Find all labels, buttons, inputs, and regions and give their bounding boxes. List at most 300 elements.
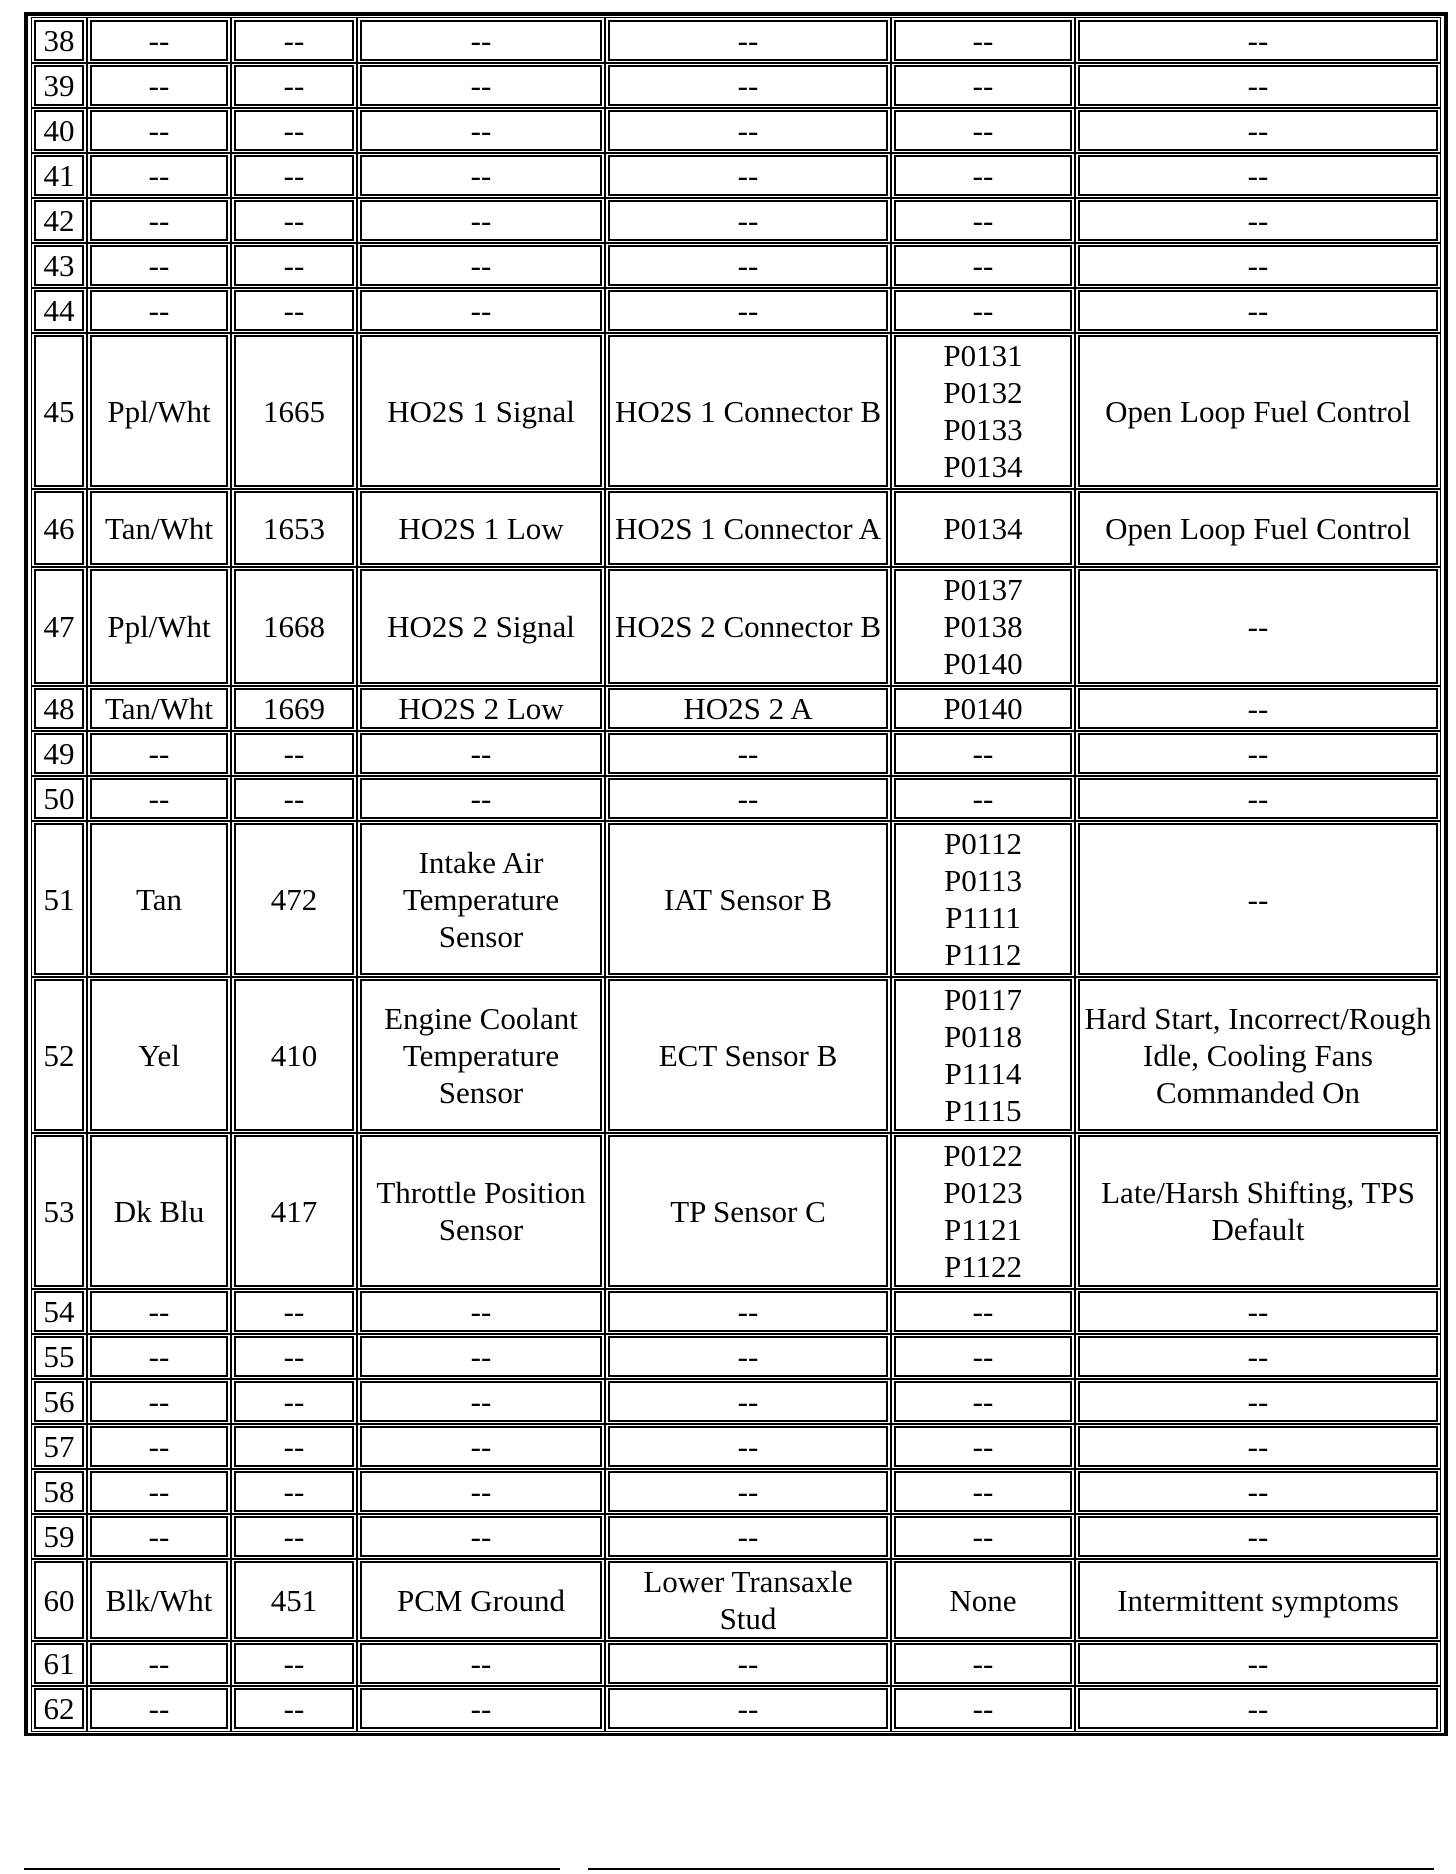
- default-action-cell: [1078, 1381, 1438, 1422]
- circuit-function-cell: [360, 688, 602, 729]
- table-row: [34, 823, 1438, 975]
- connector-text: ECT Sensor B: [658, 1037, 838, 1073]
- connector-cell: [608, 335, 888, 487]
- circuit-function-text: HO2S 1 Signal: [387, 393, 575, 429]
- dtc-code: P0134: [943, 449, 1023, 484]
- dtc-code: P0123: [943, 1175, 1023, 1210]
- circuit-function-text: Throttle Position Sensor: [376, 1175, 586, 1247]
- connector-text: --: [737, 781, 759, 816]
- wire-color-text: Tan: [135, 881, 183, 917]
- pin-text: 50: [43, 781, 75, 816]
- wire-color-text: --: [148, 68, 170, 103]
- connector-cell: [608, 569, 888, 684]
- wire-color-text: --: [148, 736, 170, 771]
- wire-color-cell: [90, 65, 228, 106]
- connector-cell: [608, 200, 888, 241]
- default-action-cell: [1078, 20, 1438, 61]
- pin-cell: [34, 155, 84, 196]
- circuit-number-text: --: [283, 158, 305, 193]
- wire-color-text: --: [148, 1474, 170, 1509]
- circuit-number-cell: [234, 733, 354, 774]
- circuit-function-text: --: [470, 248, 492, 283]
- circuit-number-cell: [234, 1336, 354, 1377]
- dtc-cell: [894, 1336, 1072, 1377]
- dtc-code: --: [972, 248, 994, 283]
- circuit-number-cell: [234, 1643, 354, 1684]
- table-row: [34, 155, 1438, 196]
- dtc-code: --: [972, 68, 994, 103]
- circuit-number-text: --: [283, 1691, 305, 1726]
- wire-color-text: --: [148, 781, 170, 816]
- circuit-number-cell: [234, 1516, 354, 1557]
- table-row: [34, 200, 1438, 241]
- circuit-number-text: --: [283, 1474, 305, 1509]
- wire-color-cell: [90, 110, 228, 151]
- circuit-function-text: --: [470, 736, 492, 771]
- wire-color-text: --: [148, 1519, 170, 1554]
- connector-text: --: [737, 68, 759, 103]
- connector-text: --: [737, 736, 759, 771]
- default-action-cell: [1078, 778, 1438, 819]
- dtc-code: P0118: [943, 1019, 1023, 1054]
- wire-color-text: --: [148, 1646, 170, 1681]
- circuit-number-cell: [234, 110, 354, 151]
- connector-cell: [608, 491, 888, 565]
- table-row: [34, 245, 1438, 286]
- wire-color-cell: [90, 1688, 228, 1729]
- circuit-function-text: PCM Ground: [397, 1582, 565, 1618]
- connector-text: --: [737, 1294, 759, 1329]
- circuit-number-text: --: [283, 1339, 305, 1374]
- default-action-cell: [1078, 335, 1438, 487]
- pin-text: 53: [43, 1193, 75, 1229]
- dtc-code: P1111: [945, 900, 1021, 935]
- circuit-number-cell: [234, 778, 354, 819]
- wire-color-cell: [90, 245, 228, 286]
- default-action-text: Open Loop Fuel Control: [1105, 510, 1411, 546]
- circuit-number-text: --: [283, 113, 305, 148]
- circuit-function-text: --: [470, 1691, 492, 1726]
- dtc-cell: [894, 290, 1072, 331]
- table-row: [34, 1336, 1438, 1377]
- circuit-number-cell: [234, 65, 354, 106]
- dtc-cell: [894, 1135, 1072, 1287]
- pin-cell: [34, 1426, 84, 1467]
- connector-text: HO2S 1 Connector B: [614, 393, 882, 429]
- connector-cell: [608, 1561, 888, 1639]
- circuit-function-cell: [360, 1291, 602, 1332]
- pin-text: 43: [43, 248, 75, 283]
- circuit-function-cell: [360, 200, 602, 241]
- dtc-cell: [894, 778, 1072, 819]
- connector-cell: [608, 1291, 888, 1332]
- circuit-number-cell: [234, 1426, 354, 1467]
- circuit-function-text: --: [470, 781, 492, 816]
- wire-color-cell: [90, 1516, 228, 1557]
- connector-cell: [608, 823, 888, 975]
- pin-cell: [34, 569, 84, 684]
- circuit-number-text: 1669: [263, 691, 325, 726]
- pin-cell: [34, 688, 84, 729]
- default-action-text: --: [1247, 881, 1269, 917]
- pin-text: 47: [43, 609, 75, 644]
- circuit-number-text: --: [283, 1519, 305, 1554]
- circuit-function-cell: [360, 823, 602, 975]
- default-action-text: --: [1247, 736, 1269, 771]
- circuit-number-cell: [234, 823, 354, 975]
- dtc-code: --: [972, 1646, 994, 1681]
- circuit-number-text: 451: [270, 1582, 318, 1618]
- wire-color-cell: [90, 1471, 228, 1512]
- circuit-number-cell: [234, 290, 354, 331]
- dtc-cell: [894, 823, 1072, 975]
- default-action-cell: [1078, 491, 1438, 565]
- default-action-text: --: [1247, 203, 1269, 238]
- table-row: [34, 1643, 1438, 1684]
- default-action-cell: [1078, 733, 1438, 774]
- dtc-cell: [894, 110, 1072, 151]
- pin-cell: [34, 1336, 84, 1377]
- circuit-number-text: 472: [270, 881, 318, 917]
- pin-text: 46: [43, 510, 75, 546]
- pin-cell: [34, 491, 84, 565]
- wire-color-cell: [90, 1381, 228, 1422]
- pin-text: 54: [43, 1294, 75, 1329]
- circuit-function-text: --: [470, 23, 492, 58]
- pin-cell: [34, 110, 84, 151]
- default-action-text: --: [1247, 1519, 1269, 1554]
- table-row: [34, 20, 1438, 61]
- dtc-cell: [894, 979, 1072, 1131]
- connector-cell: [608, 979, 888, 1131]
- default-action-cell: [1078, 110, 1438, 151]
- wire-color-cell: [90, 335, 228, 487]
- circuit-function-text: --: [470, 203, 492, 238]
- pin-cell: [34, 1135, 84, 1287]
- wire-color-cell: [90, 155, 228, 196]
- table-row: [34, 1471, 1438, 1512]
- dtc-code: --: [972, 1474, 994, 1509]
- table-row: [34, 110, 1438, 151]
- default-action-cell: [1078, 1426, 1438, 1467]
- default-action-cell: [1078, 569, 1438, 684]
- dtc-code: --: [972, 1519, 994, 1554]
- connector-cell: [608, 778, 888, 819]
- connector-text: IAT Sensor B: [663, 881, 833, 917]
- circuit-number-text: --: [283, 1294, 305, 1329]
- wire-color-text: Dk Blu: [113, 1193, 205, 1229]
- connector-text: --: [737, 113, 759, 148]
- circuit-function-cell: [360, 1561, 602, 1639]
- circuit-number-cell: [234, 979, 354, 1131]
- connector-cell: [608, 65, 888, 106]
- dtc-cell: [894, 569, 1072, 684]
- dtc-cell: [894, 491, 1072, 565]
- default-action-text: --: [1247, 609, 1269, 644]
- circuit-function-text: --: [470, 1646, 492, 1681]
- circuit-function-text: --: [470, 1474, 492, 1509]
- wire-color-text: --: [148, 1384, 170, 1419]
- circuit-number-cell: [234, 1291, 354, 1332]
- connector-cell: [608, 1643, 888, 1684]
- default-action-text: --: [1247, 781, 1269, 816]
- connector-text: Lower Transaxle Stud: [643, 1564, 853, 1636]
- connector-cell: [608, 733, 888, 774]
- dtc-code: P0122: [943, 1138, 1023, 1173]
- dtc-code: P0134: [943, 510, 1023, 546]
- default-action-cell: [1078, 1688, 1438, 1729]
- default-action-cell: [1078, 290, 1438, 331]
- wire-color-text: --: [148, 113, 170, 148]
- table-row: [34, 778, 1438, 819]
- circuit-function-cell: [360, 65, 602, 106]
- pin-text: 45: [43, 393, 75, 429]
- circuit-function-cell: [360, 1471, 602, 1512]
- connector-text: --: [737, 1646, 759, 1681]
- pin-text: 38: [43, 23, 75, 58]
- dtc-code: --: [972, 1294, 994, 1329]
- dtc-cell: [894, 20, 1072, 61]
- pin-text: 59: [43, 1519, 75, 1554]
- pin-text: 57: [43, 1429, 75, 1464]
- pin-cell: [34, 1561, 84, 1639]
- circuit-function-cell: [360, 1426, 602, 1467]
- default-action-text: Intermittent symptoms: [1117, 1582, 1399, 1618]
- circuit-number-cell: [234, 491, 354, 565]
- dtc-code: P0113: [943, 863, 1023, 898]
- dtc-code: P0138: [943, 609, 1023, 644]
- table-row: [34, 1561, 1438, 1639]
- pin-text: 40: [43, 113, 75, 148]
- table-row: [34, 1135, 1438, 1287]
- wire-color-cell: [90, 200, 228, 241]
- connector-cell: [608, 110, 888, 151]
- pin-text: 58: [43, 1474, 75, 1509]
- default-action-text: --: [1247, 1339, 1269, 1374]
- circuit-function-cell: [360, 778, 602, 819]
- wire-color-text: --: [148, 23, 170, 58]
- circuit-number-text: --: [283, 68, 305, 103]
- circuit-number-text: --: [283, 1429, 305, 1464]
- table-row: [34, 688, 1438, 729]
- circuit-number-text: --: [283, 203, 305, 238]
- dtc-cell: [894, 1643, 1072, 1684]
- connector-cell: [608, 245, 888, 286]
- wire-color-cell: [90, 688, 228, 729]
- circuit-function-text: --: [470, 1384, 492, 1419]
- dtc-code: --: [972, 1384, 994, 1419]
- pin-cell: [34, 1291, 84, 1332]
- dtc-cell: [894, 1426, 1072, 1467]
- connector-text: --: [737, 23, 759, 58]
- circuit-number-text: --: [283, 293, 305, 328]
- circuit-function-text: --: [470, 1519, 492, 1554]
- dtc-cell: [894, 733, 1072, 774]
- wire-color-cell: [90, 778, 228, 819]
- default-action-cell: [1078, 155, 1438, 196]
- table-row: [34, 1426, 1438, 1467]
- circuit-function-cell: [360, 733, 602, 774]
- wire-color-cell: [90, 1291, 228, 1332]
- dtc-cell: [894, 1688, 1072, 1729]
- dtc-code: --: [972, 23, 994, 58]
- wire-color-text: Blk/Wht: [105, 1582, 213, 1618]
- connector-cell: [608, 1426, 888, 1467]
- wire-color-cell: [90, 1336, 228, 1377]
- connector-cell: [608, 1336, 888, 1377]
- pin-cell: [34, 1381, 84, 1422]
- connector-cell: [608, 155, 888, 196]
- connector-text: --: [737, 203, 759, 238]
- wire-color-text: --: [148, 158, 170, 193]
- circuit-function-cell: [360, 1688, 602, 1729]
- circuit-number-cell: [234, 569, 354, 684]
- default-action-cell: [1078, 979, 1438, 1131]
- pin-text: 41: [43, 158, 75, 193]
- pin-text: 60: [43, 1582, 75, 1618]
- circuit-number-text: --: [283, 23, 305, 58]
- connector-text: --: [737, 158, 759, 193]
- connector-text: --: [737, 1519, 759, 1554]
- default-action-text: Late/Harsh Shifting, TPS Default: [1101, 1175, 1415, 1247]
- connector-text: --: [737, 1474, 759, 1509]
- connector-text: --: [737, 1691, 759, 1726]
- default-action-cell: [1078, 1135, 1438, 1287]
- dtc-code: --: [972, 293, 994, 328]
- circuit-function-cell: [360, 335, 602, 487]
- pin-cell: [34, 778, 84, 819]
- dtc-cell: [894, 200, 1072, 241]
- default-action-text: --: [1247, 691, 1269, 726]
- circuit-function-cell: [360, 245, 602, 286]
- circuit-function-cell: [360, 290, 602, 331]
- table-row: [34, 1688, 1438, 1729]
- circuit-number-text: --: [283, 781, 305, 816]
- wire-color-text: --: [148, 1339, 170, 1374]
- dtc-code: --: [972, 203, 994, 238]
- default-action-text: --: [1247, 1691, 1269, 1726]
- circuit-function-text: HO2S 2 Low: [398, 691, 564, 726]
- circuit-number-cell: [234, 1561, 354, 1639]
- pin-text: 42: [43, 203, 75, 238]
- wire-color-cell: [90, 1643, 228, 1684]
- pin-text: 39: [43, 68, 75, 103]
- table-row: [34, 290, 1438, 331]
- wire-color-text: --: [148, 293, 170, 328]
- dtc-cell: [894, 1471, 1072, 1512]
- circuit-function-text: --: [470, 1339, 492, 1374]
- circuit-number-cell: [234, 20, 354, 61]
- connector-text: HO2S 2 A: [683, 691, 813, 726]
- dtc-cell: [894, 1561, 1072, 1639]
- circuit-function-cell: [360, 491, 602, 565]
- wire-color-text: --: [148, 1691, 170, 1726]
- dtc-code: --: [972, 113, 994, 148]
- default-action-cell: [1078, 1643, 1438, 1684]
- circuit-number-text: 410: [270, 1037, 318, 1073]
- dtc-code: P0140: [943, 691, 1023, 726]
- default-action-text: --: [1247, 113, 1269, 148]
- dtc-cell: [894, 688, 1072, 729]
- default-action-text: --: [1247, 158, 1269, 193]
- dtc-code: P0137: [943, 572, 1023, 607]
- table-row: [34, 733, 1438, 774]
- wire-color-cell: [90, 569, 228, 684]
- connector-cell: [608, 688, 888, 729]
- wire-color-text: --: [148, 248, 170, 283]
- circuit-function-cell: [360, 1516, 602, 1557]
- table-body: [34, 20, 1438, 1729]
- wire-color-cell: [90, 1426, 228, 1467]
- dtc-code: P1121: [943, 1212, 1023, 1247]
- circuit-number-text: 1668: [263, 609, 325, 644]
- default-action-cell: [1078, 1291, 1438, 1332]
- pin-text: 56: [43, 1384, 75, 1419]
- circuit-function-cell: [360, 110, 602, 151]
- circuit-function-cell: [360, 1336, 602, 1377]
- dtc-cell: [894, 155, 1072, 196]
- default-action-text: --: [1247, 1294, 1269, 1329]
- default-action-cell: [1078, 1516, 1438, 1557]
- pin-text: 51: [43, 881, 75, 917]
- dtc-code: --: [972, 1339, 994, 1374]
- table-row: [34, 335, 1438, 487]
- table-bottom-rule: [24, 1868, 1434, 1870]
- dtc-code: P0133: [943, 412, 1023, 447]
- circuit-function-text: --: [470, 68, 492, 103]
- wire-color-cell: [90, 823, 228, 975]
- connector-text: --: [737, 1429, 759, 1464]
- default-action-text: --: [1247, 248, 1269, 283]
- wire-color-cell: [90, 20, 228, 61]
- dtc-code: P0112: [943, 826, 1023, 861]
- dtc-code: --: [972, 158, 994, 193]
- pin-text: 48: [43, 691, 75, 726]
- default-action-text: --: [1247, 1474, 1269, 1509]
- dtc-cell: [894, 1291, 1072, 1332]
- connector-cell: [608, 290, 888, 331]
- dtc-code: P0132: [943, 375, 1023, 410]
- pin-cell: [34, 823, 84, 975]
- default-action-cell: [1078, 200, 1438, 241]
- circuit-number-cell: [234, 200, 354, 241]
- circuit-number-text: --: [283, 1646, 305, 1681]
- default-action-text: Hard Start, Incorrect/Rough Idle, Cooling Fans Commanded On: [1084, 1000, 1432, 1110]
- wire-color-text: Ppl/Wht: [107, 609, 211, 644]
- wire-color-text: Tan/Wht: [104, 510, 213, 546]
- pin-cell: [34, 1643, 84, 1684]
- default-action-text: --: [1247, 1429, 1269, 1464]
- circuit-number-cell: [234, 155, 354, 196]
- wire-color-text: Tan/Wht: [104, 691, 213, 726]
- dtc-code: --: [972, 1429, 994, 1464]
- dtc-code: P1122: [943, 1249, 1023, 1284]
- circuit-function-text: HO2S 2 Signal: [387, 609, 575, 644]
- wire-color-cell: [90, 1135, 228, 1287]
- circuit-number-cell: [234, 335, 354, 487]
- circuit-function-text: --: [470, 1429, 492, 1464]
- wire-color-cell: [90, 1561, 228, 1639]
- connector-text: TP Sensor C: [670, 1193, 826, 1229]
- pin-cell: [34, 65, 84, 106]
- wire-color-text: --: [148, 1429, 170, 1464]
- dtc-code: P1112: [944, 937, 1022, 972]
- default-action-cell: [1078, 1471, 1438, 1512]
- connector-text: HO2S 1 Connector A: [614, 510, 882, 546]
- default-action-text: --: [1247, 293, 1269, 328]
- table-row: [34, 979, 1438, 1131]
- pin-cell: [34, 335, 84, 487]
